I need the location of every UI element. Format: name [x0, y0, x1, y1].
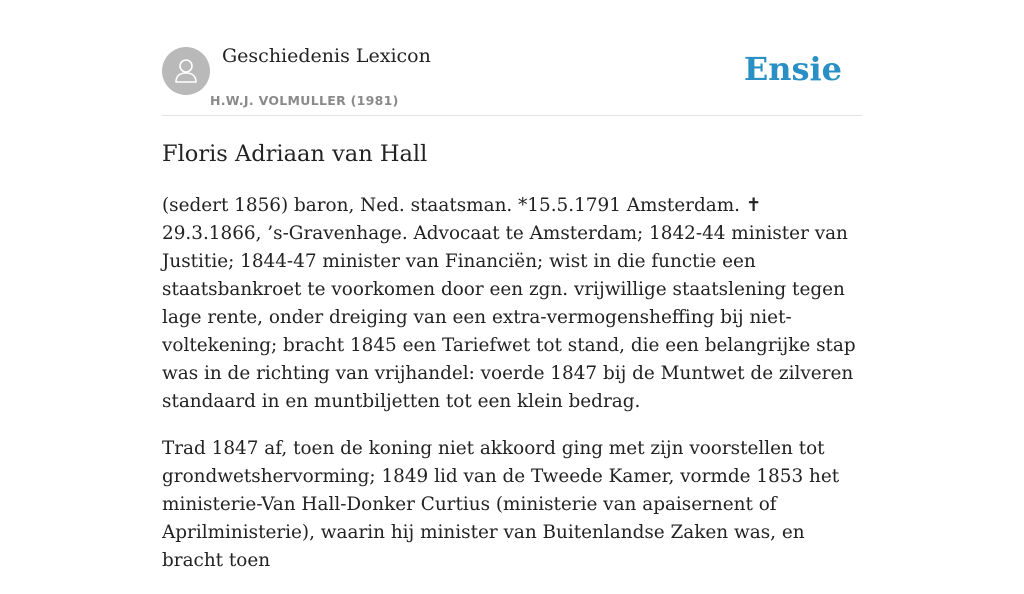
- header: [162, 0, 862, 116]
- article-paragraph: Trad 1847 af, toen de koning niet akkoord ging met zijn voorstellen tot grondwetshervorming; 1849 lid van de Tweede Kamer, vormde 1853 het ministerie-Van Hall-Donker Curtius (ministerie van apaisernent of Aprilministerie), waarin hij minister van Buitenlandse Zaken was, en bracht toen: [162, 438, 840, 571]
- article-body: [162, 192, 862, 594]
- article-paragraph: (sedert 1856) baron, Ned. staatsman. *15.5.1791 Amsterdam. ✝ 29.3.1866, ’s-Gravenhage. Advocaat te Amsterdam; 1842-44 minister van Justitie; 1844-47 minister van Financiën; wist in die functie een staatsbankroet te voorkomen door een zgn. vrijwillige staatslening tegen lage rente, onder dreiging van een extra-vermogensheffing bij niet-voltekening; bracht 1845 een Tariefwet tot stand, die een belangrijke stap was in de richting van vrijhandel: voerde 1847 bij de Muntwet de zilveren standaard in en muntbiljetten tot een klein bedrag.: [162, 195, 856, 412]
- source-title[interactable]: Geschiedenis Lexicon: [222, 45, 431, 67]
- user-icon: [171, 56, 201, 86]
- brand-logo[interactable]: Ensie: [743, 50, 842, 88]
- content-container: [162, 0, 862, 571]
- avatar[interactable]: [162, 47, 210, 95]
- source-author[interactable]: H.W.J. VOLMULLER (1981): [210, 93, 399, 108]
- article-title: Floris Adriaan van Hall: [162, 141, 428, 167]
